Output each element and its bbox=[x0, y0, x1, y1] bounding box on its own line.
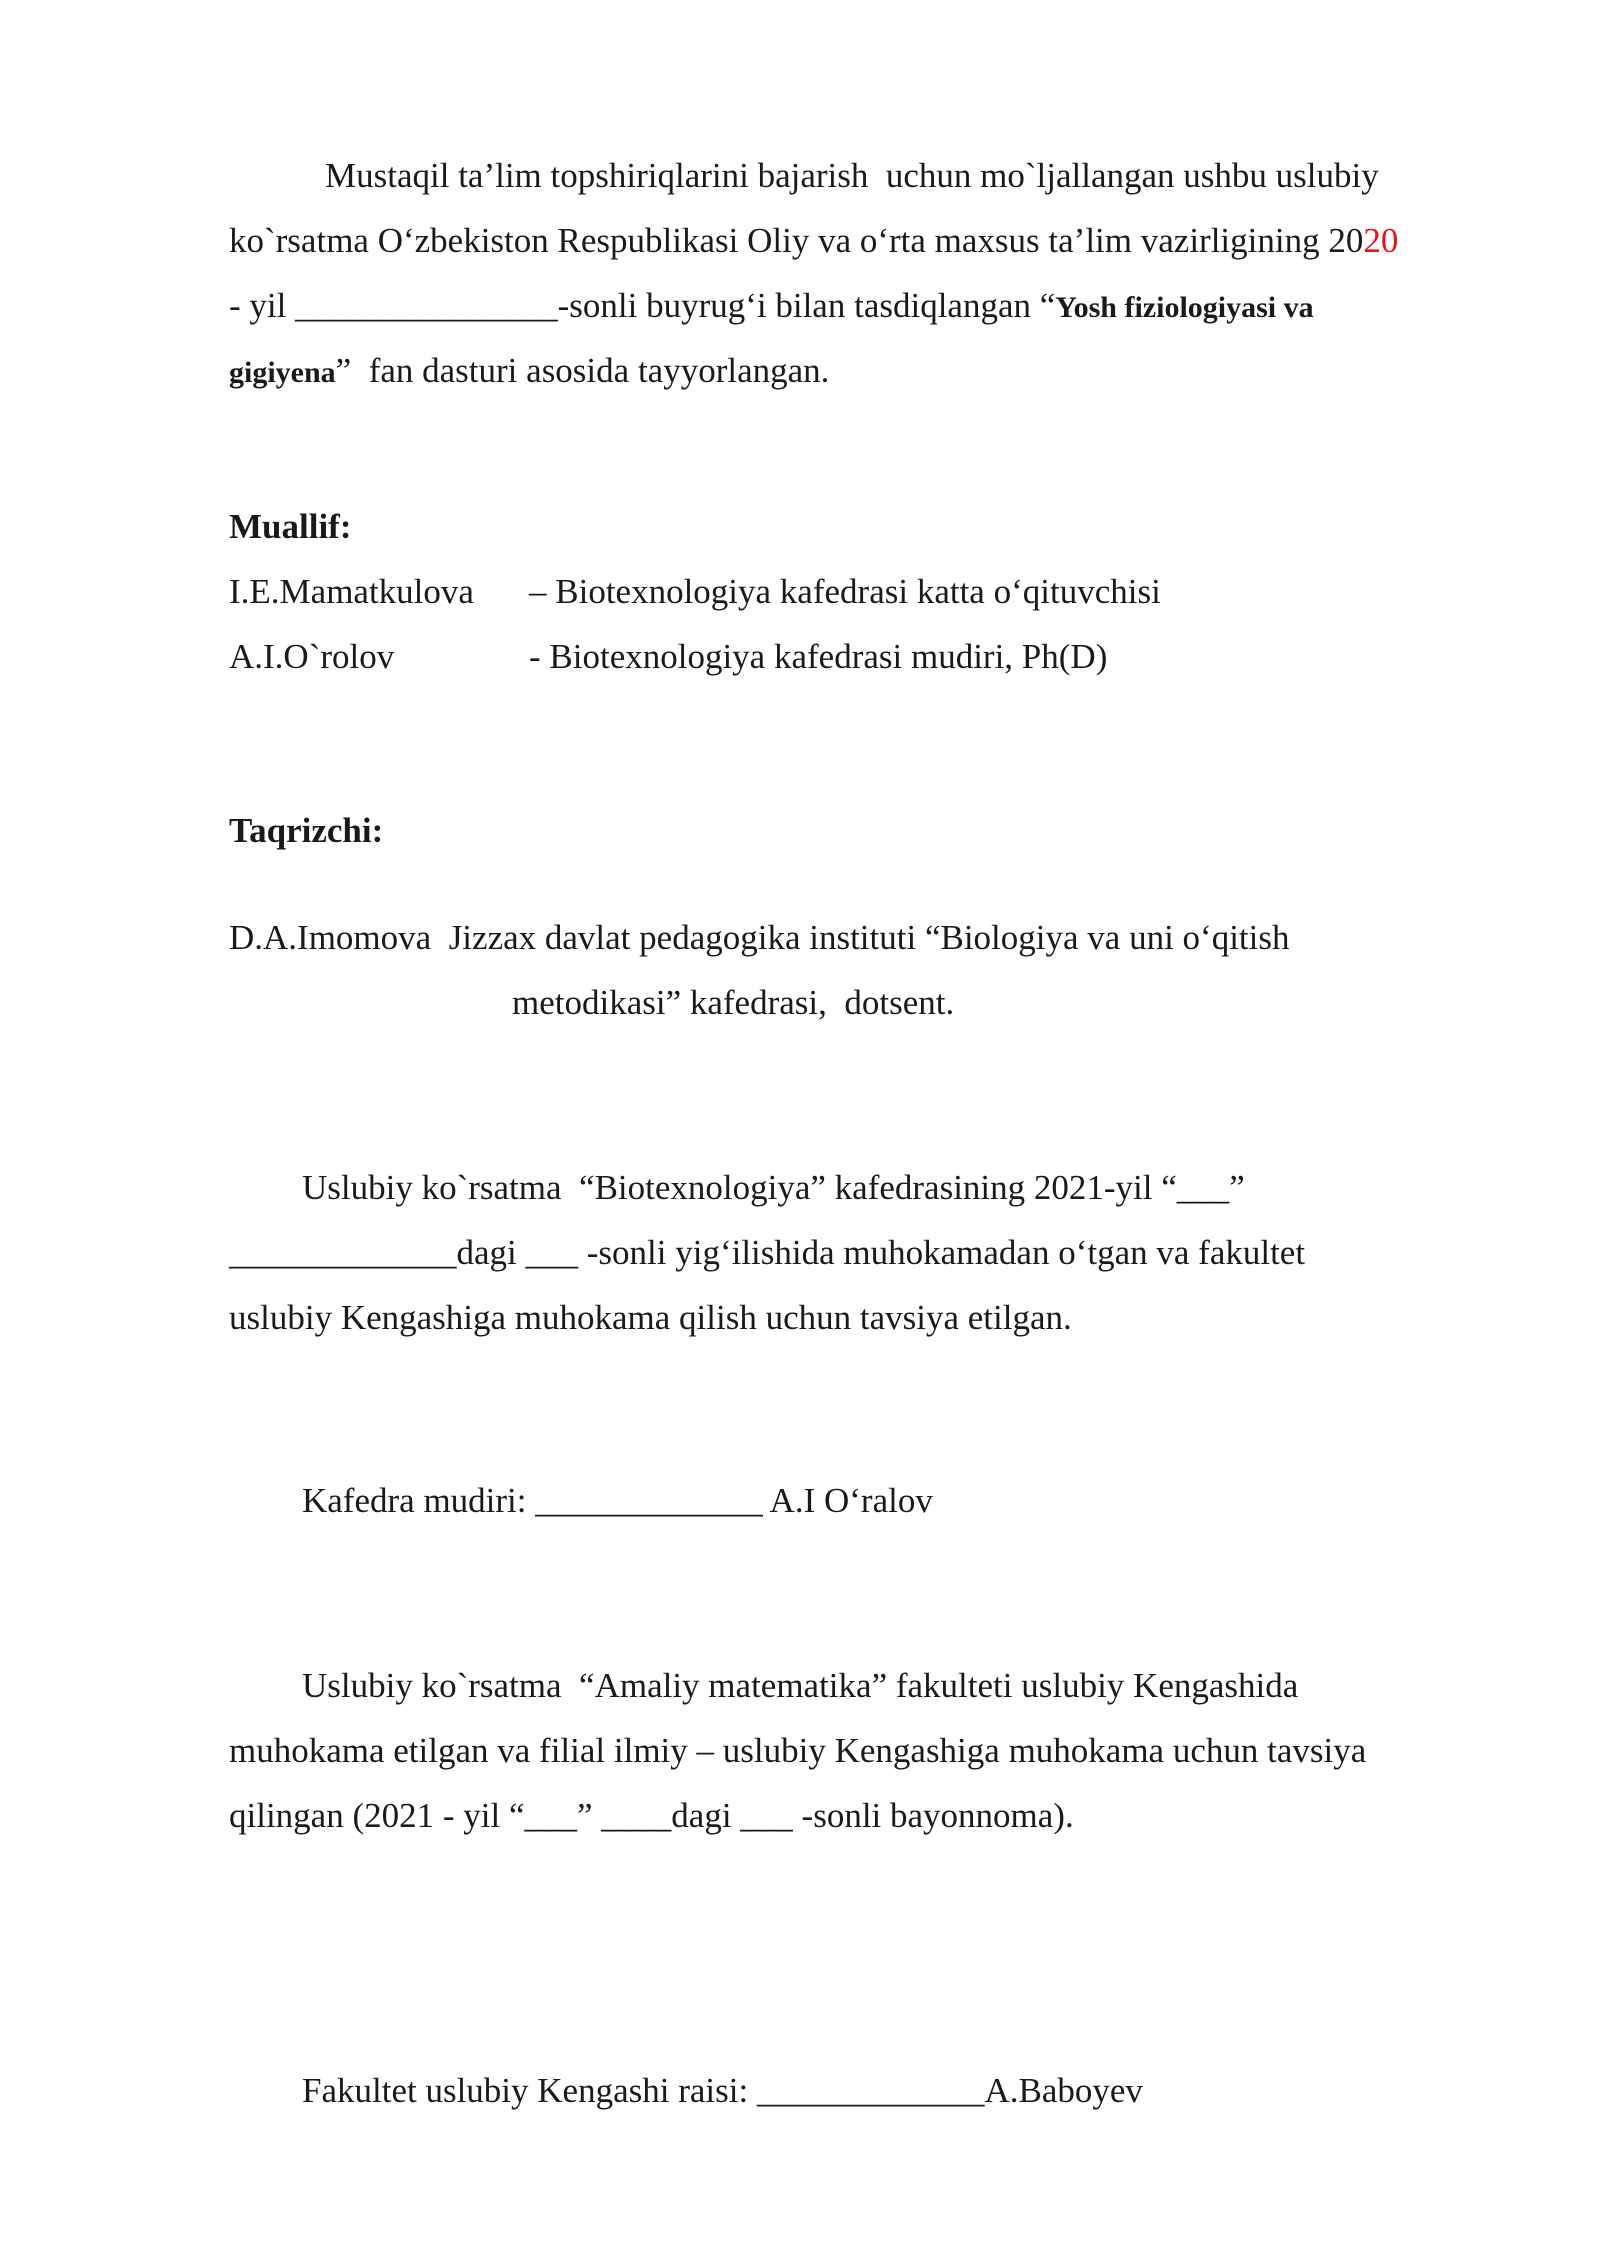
course-title-part-2: gigiyena bbox=[229, 356, 336, 389]
reviewer-heading: Taqrizchi: bbox=[229, 811, 384, 850]
department-approval-line-3: uslubiy Kengashiga muhokama qilish uchun tavsiya etilgan. bbox=[229, 1298, 1072, 1337]
authors-heading: Muallif: bbox=[229, 507, 352, 546]
reviewer-line-2: metodikasi” kafedrasi, dotsent. bbox=[512, 983, 955, 1022]
intro-line-3-text: - yil _______________-sonli buyrug‘i bilan tasdiqlangan “ bbox=[229, 286, 1056, 325]
intro-line-1: Mustaqil ta’lim topshiriqlarini bajarish uchun mo`ljallangan ushbu uslubiy bbox=[325, 156, 1379, 195]
intro-line-4 bbox=[229, 349, 829, 395]
intro-line-2-text: ko`rsatma O‘zbekiston Respublikasi Oliy va o‘rta maxsus ta’lim vazirligining 20 bbox=[229, 221, 1364, 260]
faculty-head-signature: Fakultet uslubiy Kengashi raisi: _____________A.Baboyev bbox=[302, 2071, 1143, 2110]
reviewer-line-1: D.A.Imomova Jizzax davlat pedagogika instituti “Biologiya va uni o‘qitish bbox=[229, 918, 1290, 957]
intro-line-2 bbox=[229, 219, 1398, 263]
faculty-approval-line-1: Uslubiy ko`rsatma “Amaliy matematika” fakulteti uslubiy Kengashida bbox=[302, 1666, 1299, 1705]
course-title-part-1: Yosh fiziologiyasi va bbox=[1055, 291, 1314, 324]
department-approval-line-1: Uslubiy ko`rsatma “Biotexnologiya” kafedrasining 2021-yil “___” bbox=[302, 1168, 1245, 1207]
faculty-approval-line-2: muhokama etilgan va filial ilmiy – uslubiy Kengashiga muhokama uchun tavsiya bbox=[229, 1731, 1367, 1770]
author-1-role: – Biotexnologiya kafedrasi katta o‘qituvchisi bbox=[529, 572, 1161, 611]
author-2-role: - Biotexnologiya kafedrasi mudiri, Ph(D) bbox=[529, 637, 1108, 676]
author-1-name: I.E.Mamatkulova bbox=[229, 572, 474, 611]
faculty-approval-line-3: qilingan (2021 - yil “___” ____dagi ___ -sonli bayonnoma). bbox=[229, 1796, 1074, 1835]
department-head-signature: Kafedra mudiri: _____________ A.I O‘ralov bbox=[302, 1481, 933, 1520]
intro-line-3 bbox=[229, 284, 1314, 330]
intro-year-highlight: 20 bbox=[1363, 221, 1399, 260]
intro-line-4-text: ” fan dasturi asosida tayyorlangan. bbox=[335, 351, 830, 390]
author-2-name: A.I.O`rolov bbox=[229, 637, 395, 676]
department-approval-line-2: _____________dagi ___ -sonli yig‘ilishida muhokamadan o‘tgan va fakultet bbox=[229, 1233, 1306, 1272]
